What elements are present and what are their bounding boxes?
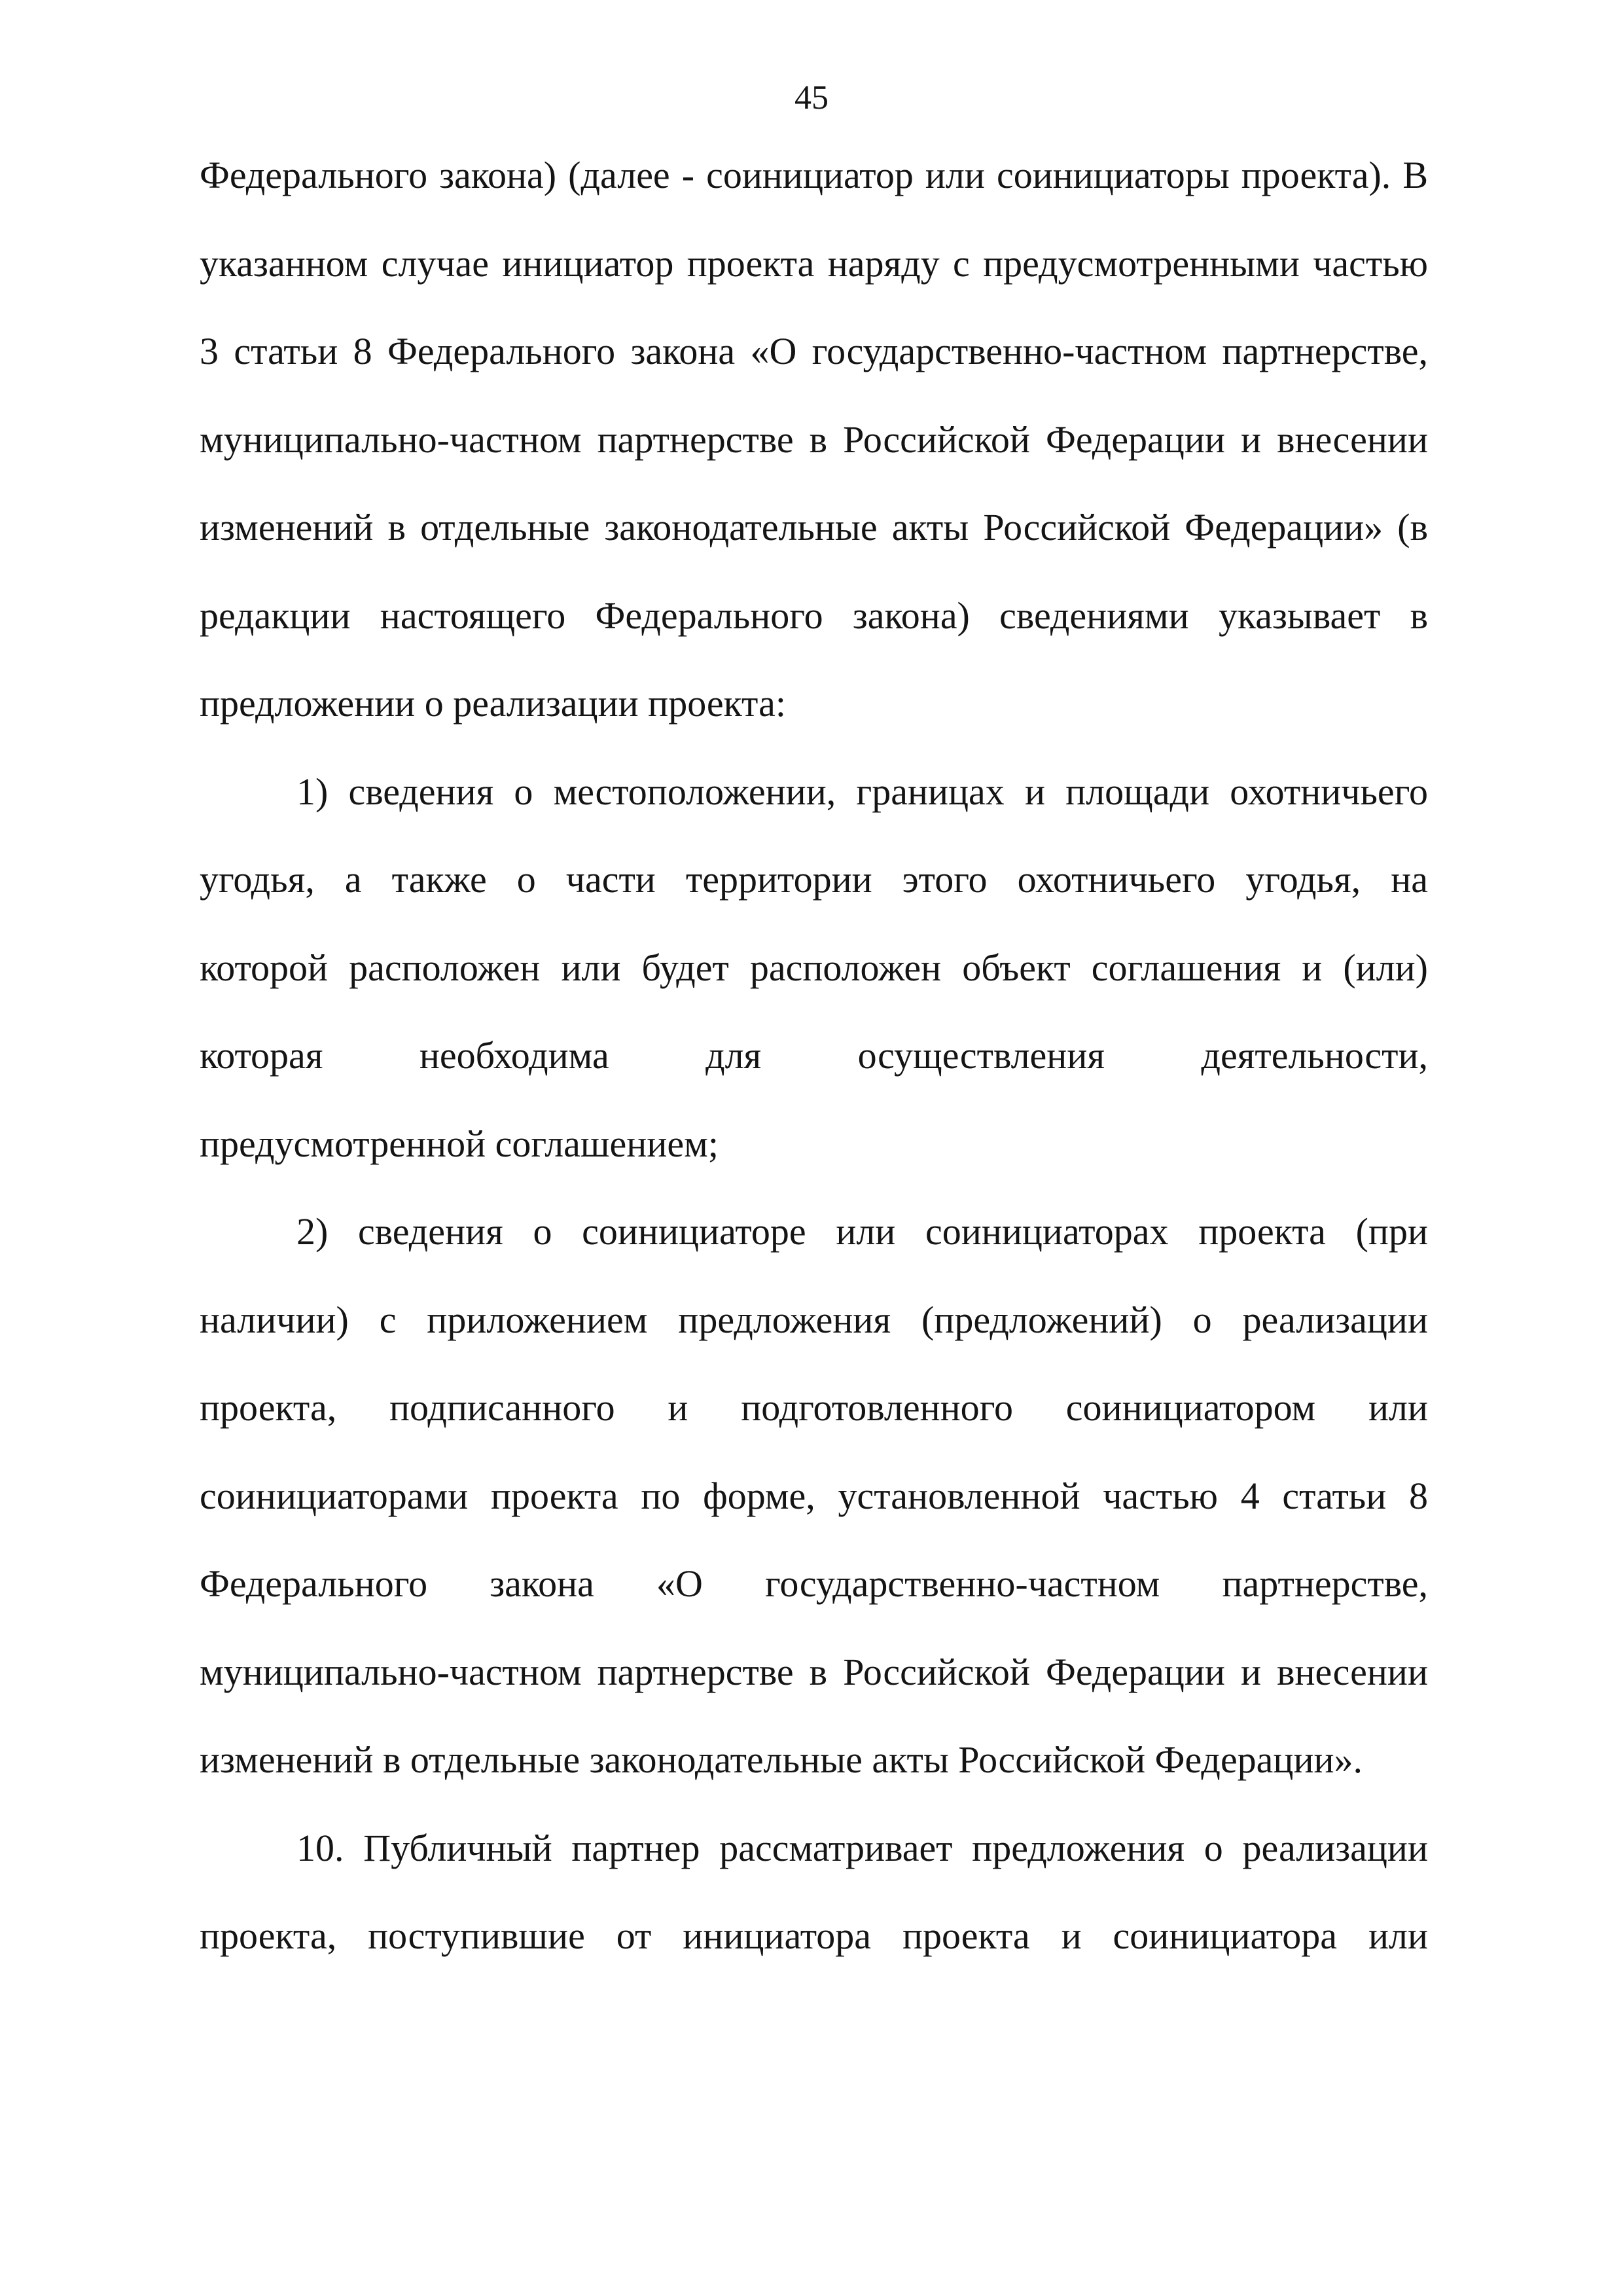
text-line: указанном случае инициатор проекта наряду с предусмотренными частью <box>200 242 1428 285</box>
text-line: проекта, подписанного и подготовленного соинициатором или <box>200 1386 1428 1429</box>
text-line: наличии) с приложением предложения (предложений) о реализации <box>200 1298 1428 1341</box>
text-line: муниципально-частном партнерстве в Российской Федерации и внесении <box>200 418 1428 461</box>
text-line: предусмотренной соглашением; <box>200 1122 719 1165</box>
text-line: проекта, поступившие от инициатора проекта и соинициатора или <box>200 1914 1428 1957</box>
text-line: Федерального закона «О государственно-частном партнерстве, <box>200 1562 1428 1605</box>
text-line: 3 статьи 8 Федерального закона «О государственно-частном партнерстве, <box>200 330 1428 372</box>
text-line: изменений в отдельные законодательные акты Российской Федерации». <box>200 1738 1363 1781</box>
text-line: Федерального закона) (далее - соинициатор или соинициаторы проекта). В <box>200 154 1428 196</box>
page-number: 45 <box>794 79 829 117</box>
paragraph-10-line: 10. Публичный партнер рассматривает предложения о реализации <box>296 1826 1428 1869</box>
list-item-2-line: 2) сведения о соинициаторе или соинициаторах проекта (при <box>296 1210 1428 1253</box>
text-line: предложении о реализации проекта: <box>200 682 786 725</box>
text-line: угодья, а также о части территории этого охотничьего угодья, на <box>200 858 1428 901</box>
text-line: соинициаторами проекта по форме, установленной частью 4 статьи 8 <box>200 1474 1428 1517</box>
text-line: муниципально-частном партнерстве в Российской Федерации и внесении <box>200 1650 1428 1693</box>
document-body <box>200 149 1428 1998</box>
text-line: редакции настоящего Федерального закона) сведениями указывает в <box>200 594 1428 637</box>
text-line: которая необходима для осуществления деятельности, <box>200 1034 1428 1077</box>
list-item-1-line: 1) сведения о местоположении, границах и площади охотничьего <box>296 770 1428 813</box>
text-line: изменений в отдельные законодательные акты Российской Федерации» (в <box>200 506 1428 548</box>
text-line: которой расположен или будет расположен объект соглашения и (или) <box>200 946 1428 989</box>
